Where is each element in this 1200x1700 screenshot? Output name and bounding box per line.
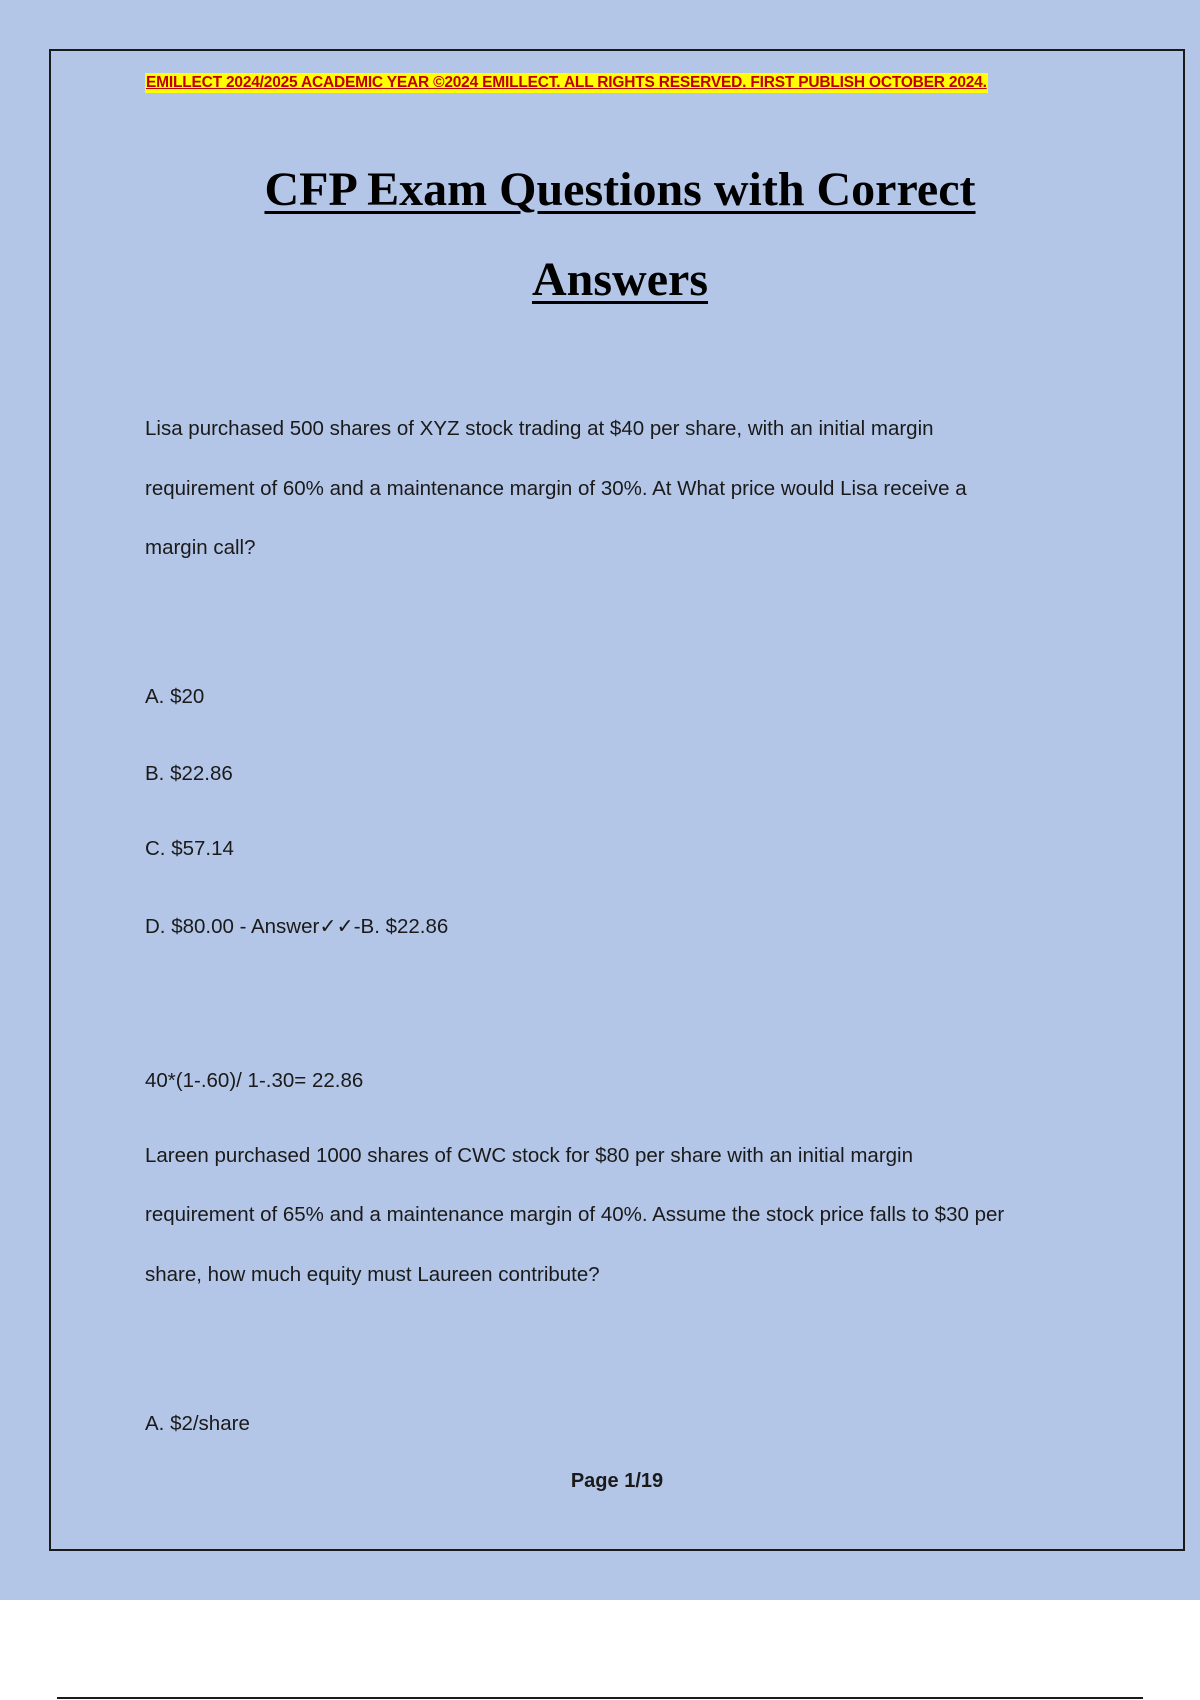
next-page-divider xyxy=(57,1697,1143,1699)
question-2-text-line-1: Lareen purchased 1000 shares of CWC stock for $80 per share with an initial margin xyxy=(145,1144,914,1167)
question-1-explanation: 40*(1-.60)/ 1-.30= 22.86 xyxy=(145,1069,364,1092)
question-1-text-line-3: margin call? xyxy=(145,536,256,559)
copyright-banner: EMILLECT 2024/2025 ACADEMIC YEAR ©2024 EMILLECT. ALL RIGHTS RESERVED. FIRST PUBLISH OCTOBER 2024. xyxy=(146,74,987,91)
document-title-line-1: CFP Exam Questions with Correct xyxy=(264,163,976,216)
page-number: Page 1/19 xyxy=(570,1470,664,1492)
question-1-option-c: C. $57.14 xyxy=(145,837,234,860)
question-2-text-line-3: share, how much equity must Laureen contribute? xyxy=(145,1263,600,1286)
question-2-option-a: A. $2/share xyxy=(145,1412,250,1435)
question-1-option-a: A. $20 xyxy=(145,685,205,708)
question-1-option-b: B. $22.86 xyxy=(145,762,233,785)
document-title-line-2: Answers xyxy=(532,253,708,306)
question-1-text-line-1: Lisa purchased 500 shares of XYZ stock trading at $40 per share, with an initial margin xyxy=(145,417,934,440)
question-1-text-line-2: requirement of 60% and a maintenance margin of 30%. At What price would Lisa receive a xyxy=(145,477,967,500)
question-2-text-line-2: requirement of 65% and a maintenance margin of 40%. Assume the stock price falls to $30 per xyxy=(145,1203,1005,1226)
question-1-option-d-with-answer: D. $80.00 - Answer✓✓-B. $22.86 xyxy=(145,915,449,938)
